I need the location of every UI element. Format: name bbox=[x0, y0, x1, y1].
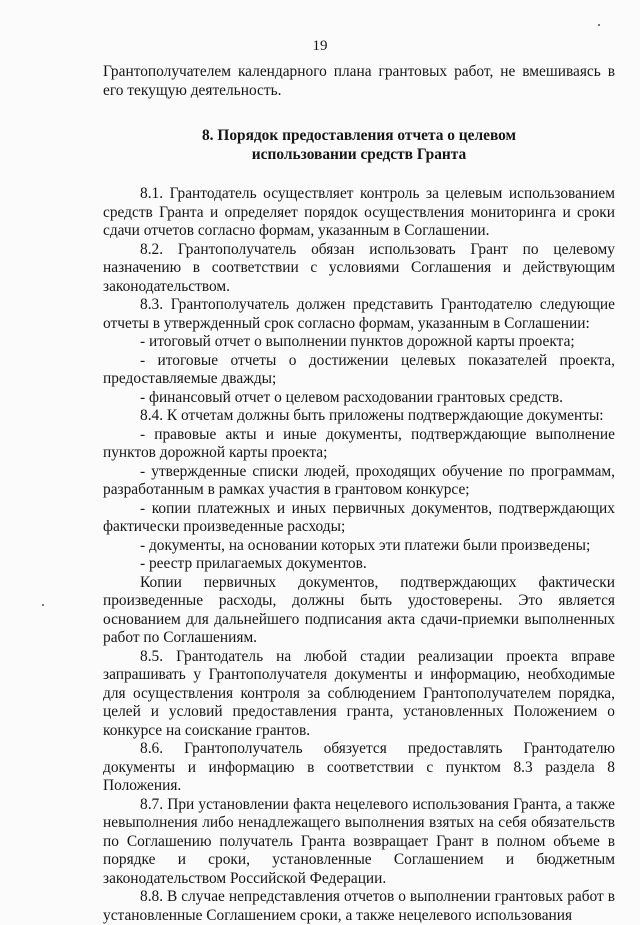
section-title-line-1: 8. Порядок предоставления отчета о целевом bbox=[201, 127, 517, 144]
paragraph-8-5: 8.5. Грантодатель на любой стадии реализации проекта вправе запрашивать у Грантополучателя документы и информацию, необходимые для осуществления контроля за соблюдением Грантополучателем порядка, целей и условий предоставления гранта, установленных Положением о конкурсе на соискание грантов. bbox=[103, 647, 615, 739]
paragraph-8-2: 8.2. Грантополучатель обязан использовать Грант по целевому назначению в соответствии с условиями Соглашения и действующим законодательством. bbox=[103, 240, 615, 295]
paragraph-8-3: 8.3. Грантополучатель должен представить Грантодателю следующие отчеты в утвержденный срок согласно формам, указанным в Соглашении: bbox=[103, 296, 615, 332]
list-item: - финансовый отчет о целевом расходовании грантовых средств. bbox=[140, 388, 563, 406]
list-item: - документы, на основании которых эти платежи были произведены; bbox=[140, 536, 591, 554]
paragraph-8-6: 8.6. Грантополучатель обязуется предоставлять Грантодателю документы и информацию в соответствии с пунктом 8.3 раздела 8 Положения. bbox=[103, 740, 615, 794]
document-body bbox=[103, 63, 615, 925]
section-title bbox=[103, 126, 615, 164]
list-item: - итоговые отчеты о достижении целевых показателей проекта, предоставляемые дважды; bbox=[103, 351, 615, 387]
scan-speck bbox=[42, 604, 44, 606]
paragraph-8-7: 8.7. При установлении факта нецелевого использования Гранта, а также невыполнения либо ненадлежащего выполнения взятых на себя обязательств по Соглашению получатель Гранта возвращает Грант в полном объеме в порядке и сроки, установленные Соглашением и бюджетным законодательством Российской Федерации. bbox=[103, 795, 615, 887]
list-item: - копии платежных и иных первичных документов, подтверждающих фактически произведенные расходы; bbox=[103, 499, 615, 535]
paragraph-copies: Копии первичных документов, подтверждающих фактически произведенные расходы, должны быть удостоверены. Это является основанием для дальнейшего подписания акта сдачи-приемки выполненных работ по Соглашениям. bbox=[103, 573, 615, 646]
paragraph-8-4: 8.4. К отчетам должны быть приложены подтверждающие документы: bbox=[140, 407, 604, 424]
paragraph-8-1: 8.1. Грантодатель осуществляет контроль за целевым использованием средств Гранта и определяет порядок осуществления мониторинга и сроки сдачи отчетов согласно формам, указанным в Соглашении. bbox=[103, 185, 615, 239]
paragraph-8-8: 8.8. В случае непредставления отчетов о выполнении грантовых работ в установленные Соглашением сроки, а также нецелевого использования bbox=[103, 888, 615, 924]
intro-paragraph: Грантополучателем календарного плана грантовых работ, не вмешиваясь в его текущую деятельность. bbox=[103, 63, 615, 99]
list-item: - реестр прилагаемых документов. bbox=[140, 555, 367, 572]
list-item: - итоговый отчет о выполнении пунктов дорожной карты проекта; bbox=[140, 333, 575, 350]
list-item: - правовые акты и иные документы, подтверждающие выполнение пунктов дорожной карты проекта; bbox=[103, 425, 615, 461]
list-item: - утвержденные списки людей, проходящих обучение по программам, разработанным в рамках участия в грантовом конкурсе; bbox=[103, 462, 615, 498]
scan-speck bbox=[598, 24, 600, 26]
page-number: 19 bbox=[312, 38, 328, 54]
section-title-line-2: использовании средств Гранта bbox=[251, 146, 467, 163]
